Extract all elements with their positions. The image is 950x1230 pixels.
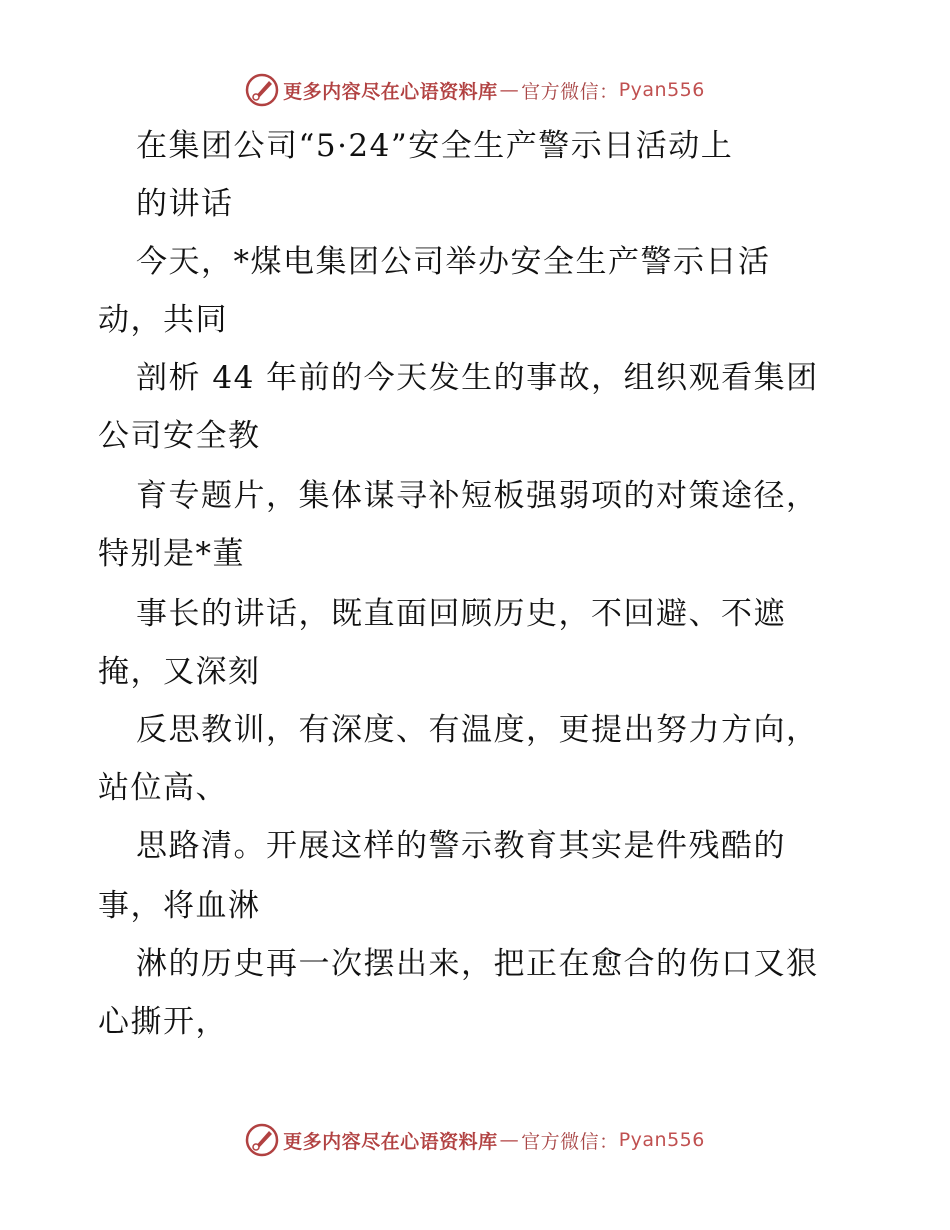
text-line: 动，共同	[98, 302, 228, 338]
quill-logo-icon	[245, 1123, 279, 1157]
text-line: 站位高、	[98, 770, 228, 806]
header-watermark	[0, 70, 950, 110]
text-line: 公司安全教	[98, 418, 261, 454]
watermark-wechat-label: 官方微信：	[521, 1130, 619, 1153]
text-line: 事，将血淋	[98, 888, 261, 924]
text-line: 剖析 44 年前的今天发生的事故，组织观看集团	[136, 360, 819, 396]
text-line: 反思教训，有深度、有温度，更提出努力方向，	[136, 712, 819, 748]
text-line: 育专题片，集体谋寻补短板强弱项的对策途径，	[136, 478, 819, 514]
text-line: 掩，又深刻	[98, 654, 261, 690]
watermark-wechat-label: 官方微信：	[521, 80, 619, 103]
watermark-wechat-id: Pyan556	[618, 79, 705, 101]
text-line: 思路清。开展这样的警示教育其实是件残酷的	[136, 828, 786, 864]
text-line: 淋的历史再一次摆出来，把正在愈合的伤口又狠	[136, 946, 819, 982]
watermark-dash: —	[499, 1129, 520, 1151]
watermark-dash: —	[499, 79, 520, 101]
watermark-brand: 更多内容尽在心语资料库	[283, 80, 498, 103]
watermark-wechat-id: Pyan556	[618, 1129, 705, 1151]
speech-title-line-2: 的讲话	[136, 186, 234, 222]
speech-title-line-1: 在集团公司“5·24”安全生产警示日活动上	[136, 128, 734, 164]
quill-logo-icon	[245, 73, 279, 107]
text-line: 特别是*董	[98, 536, 245, 572]
text-line: 今天，*煤电集团公司举办安全生产警示日活	[136, 244, 771, 280]
footer-watermark	[0, 1120, 950, 1160]
watermark-brand: 更多内容尽在心语资料库	[283, 1130, 498, 1153]
text-line: 心撕开，	[98, 1004, 228, 1040]
text-line: 事长的讲话，既直面回顾历史，不回避、不遮	[136, 596, 786, 632]
